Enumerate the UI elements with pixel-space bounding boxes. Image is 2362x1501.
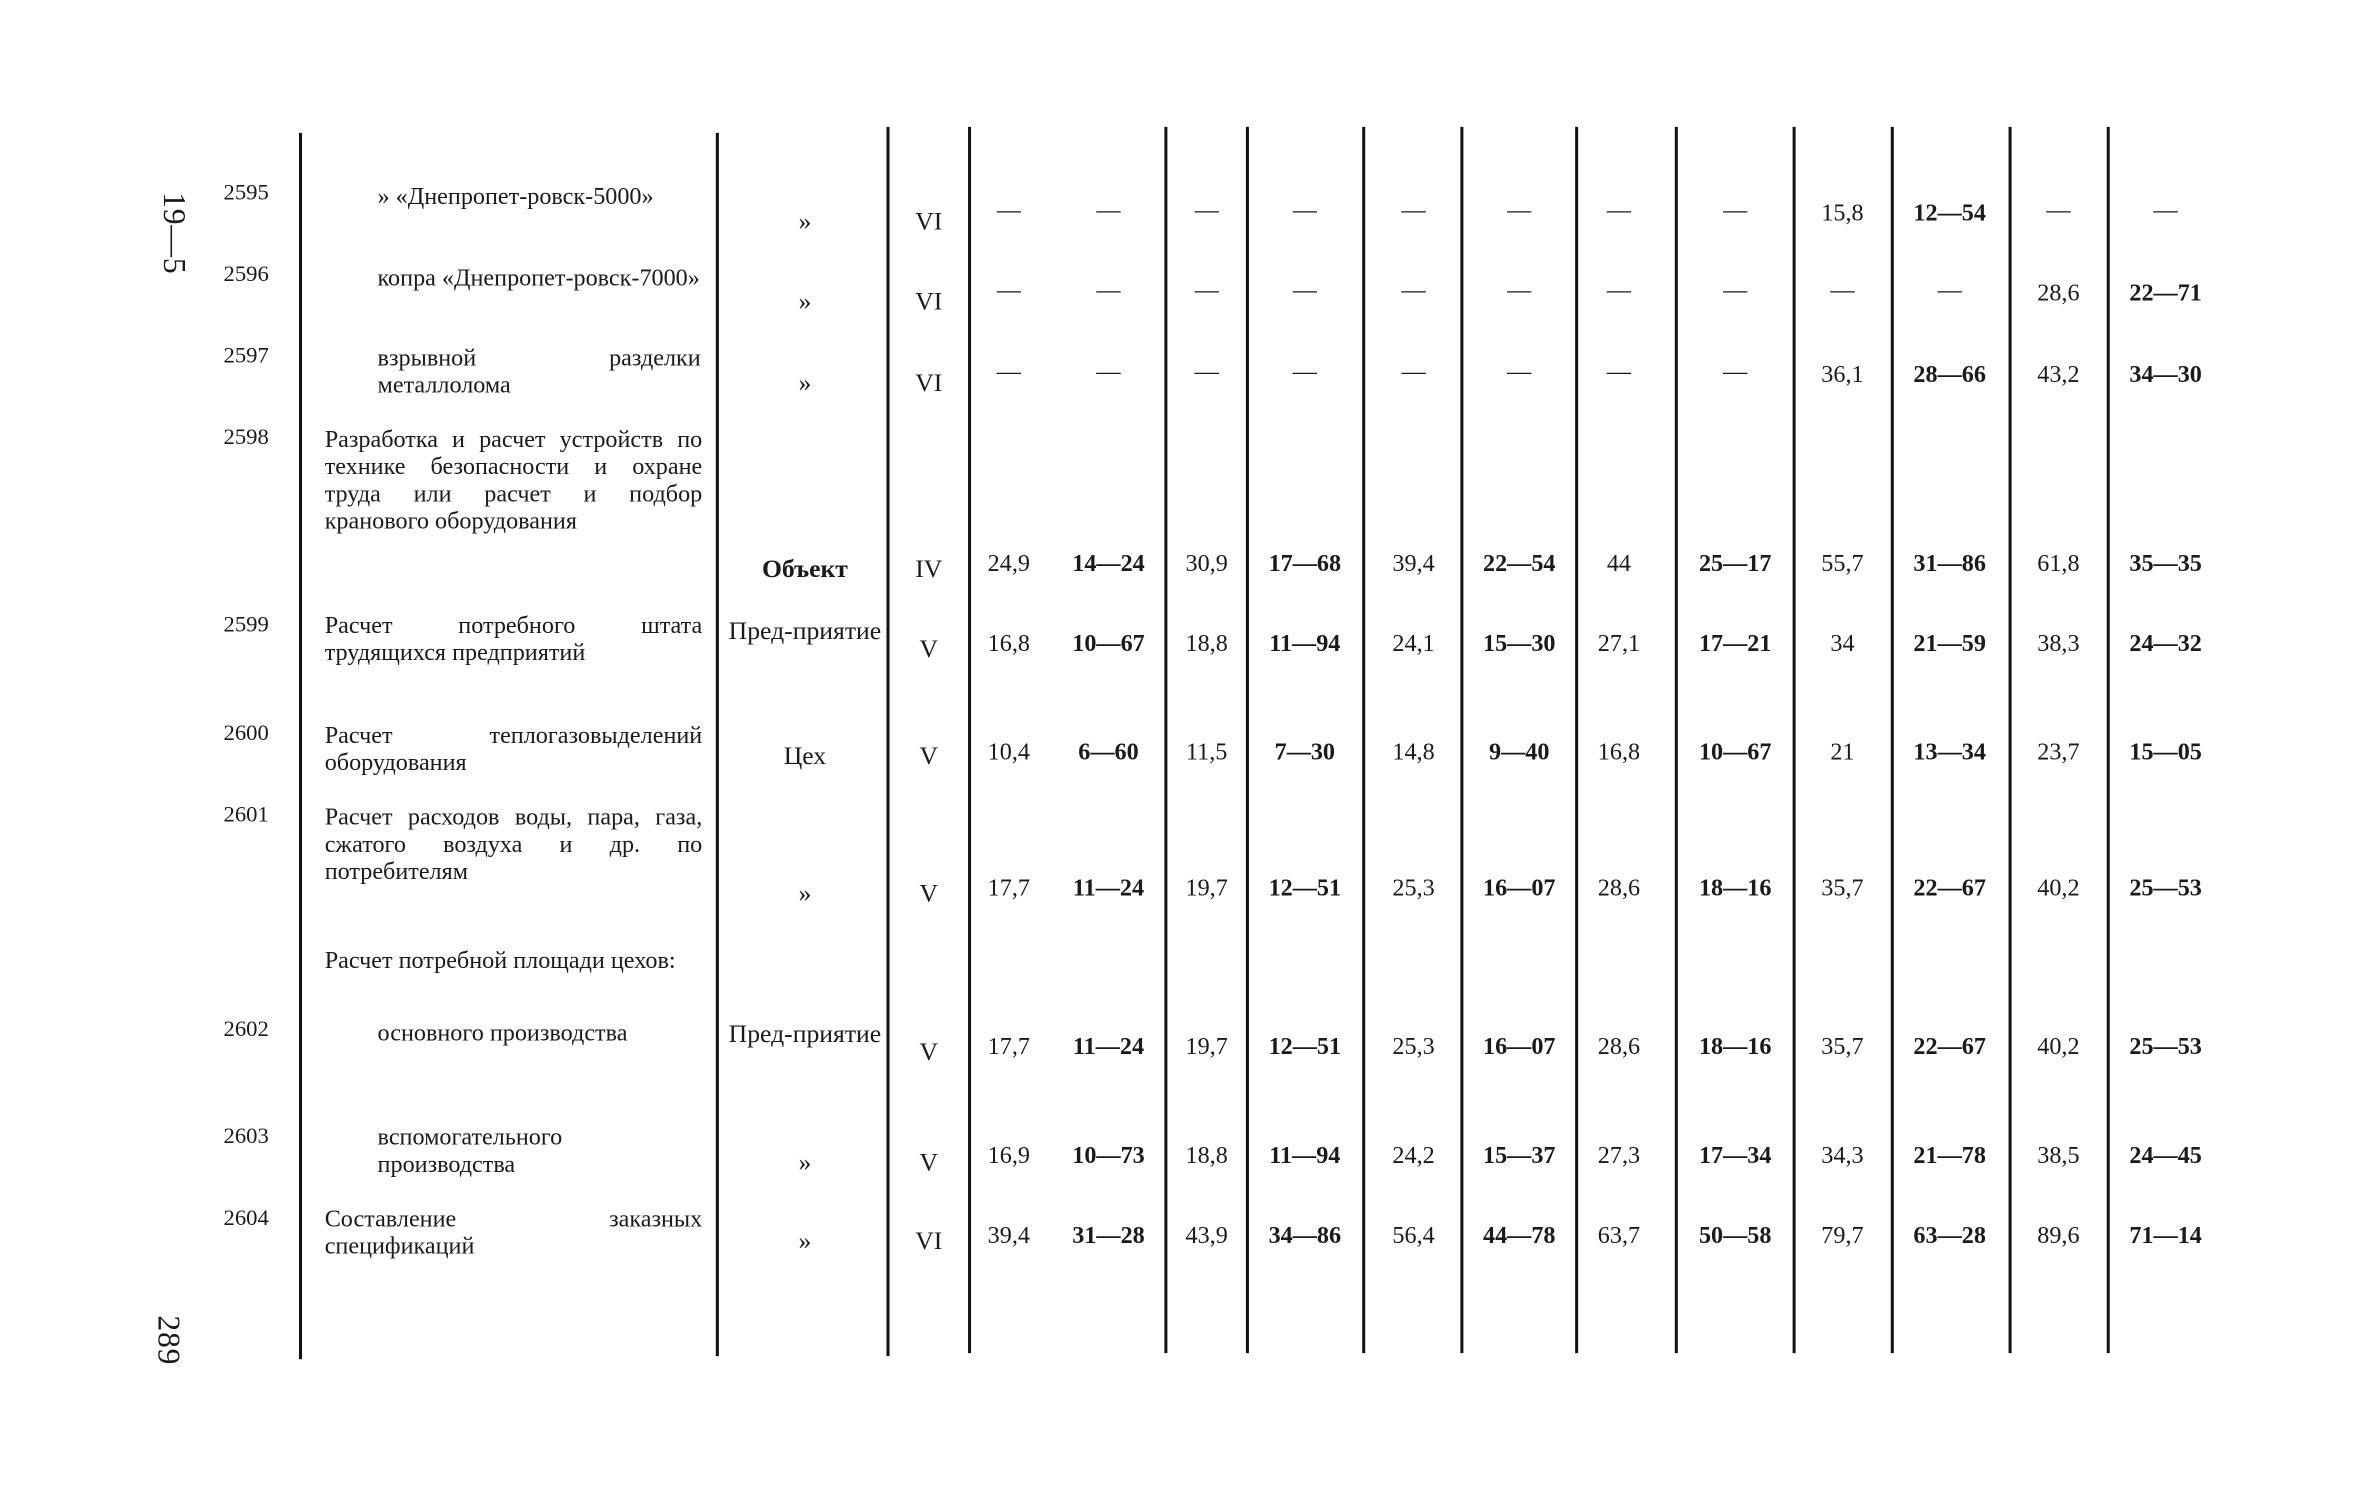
row-description: вспомогательного производства — [377, 1125, 563, 1178]
row-description: взрывной разделки металлолома — [377, 345, 701, 399]
row-description: » «Днепропет-ровск-5000» — [377, 184, 654, 210]
row-category: VI — [915, 286, 943, 316]
value-cell: — — [1507, 277, 1532, 304]
row-category: V — [919, 634, 939, 663]
row-number: 2601 — [223, 803, 269, 828]
value-cell: — — [1606, 359, 1632, 386]
value-cell: 36,1 — [1821, 362, 1864, 389]
value-cell: — — [1096, 277, 1121, 304]
value-cell: 10,4 — [987, 739, 1030, 766]
value-cell: 10—67 — [1072, 631, 1145, 657]
value-cell: 25—53 — [2129, 1034, 2202, 1061]
value-cell: 63—28 — [1913, 1223, 1986, 1249]
value-cell: 16,8 — [1597, 739, 1641, 766]
value-cell: 79,7 — [1821, 1223, 1864, 1249]
value-cell: 25—53 — [2129, 875, 2202, 902]
value-cell: 6—60 — [1078, 739, 1139, 766]
value-cell: 35—35 — [2129, 551, 2202, 577]
value-cell: — — [1723, 277, 1748, 304]
value-cell: 71—14 — [2129, 1223, 2202, 1249]
value-cell: 14,8 — [1392, 739, 1435, 766]
row-unit: » — [798, 286, 812, 316]
value-cell: 18,8 — [1185, 631, 1228, 657]
row-unit: » — [798, 368, 812, 398]
row-number: 2600 — [223, 721, 269, 747]
section-label: 19—5 — [156, 192, 193, 275]
value-cell: 17—68 — [1268, 551, 1342, 577]
row-unit: » — [798, 206, 812, 236]
value-cell: — — [1606, 277, 1632, 304]
value-cell: 44 — [1606, 551, 1632, 577]
value-cell: 13—34 — [1913, 739, 1986, 766]
row-unit: Пред-приятие — [728, 1019, 882, 1049]
value-cell: 89,6 — [2037, 1223, 2080, 1249]
row-category: VI — [915, 1226, 943, 1255]
value-cell: 55,7 — [1821, 551, 1864, 577]
value-cell: 38,3 — [2037, 631, 2080, 657]
row-unit: Пред-приятие — [728, 616, 882, 645]
value-cell: 18—16 — [1698, 875, 1772, 902]
value-cell: 24—32 — [2129, 631, 2202, 657]
value-cell: 25—17 — [1698, 551, 1772, 577]
row-number: 2604 — [223, 1206, 269, 1231]
value-cell: — — [2153, 197, 2178, 224]
value-cell: 28,6 — [1597, 875, 1641, 902]
value-cell: 28—66 — [1913, 362, 1986, 389]
value-cell: 15,8 — [1821, 200, 1864, 227]
row-category: VI — [915, 368, 943, 398]
value-cell: 34—86 — [1268, 1223, 1342, 1249]
value-cell: 16,9 — [987, 1143, 1030, 1169]
value-cell: — — [1096, 197, 1121, 224]
value-cell: 22—54 — [1483, 551, 1556, 577]
value-cell: — — [1292, 359, 1317, 386]
row-category: VI — [915, 206, 943, 236]
value-cell: 39,4 — [987, 1223, 1030, 1249]
value-cell: 19,7 — [1185, 1034, 1228, 1061]
value-cell: 38,5 — [2037, 1143, 2080, 1169]
value-cell: 11—94 — [1269, 631, 1341, 657]
row-category: V — [919, 741, 939, 771]
value-cell: 15—30 — [1483, 631, 1556, 657]
value-cell: 11—24 — [1072, 1034, 1145, 1061]
value-cell: — — [1194, 277, 1219, 304]
value-cell: — — [1194, 359, 1219, 386]
value-cell: 7—30 — [1274, 739, 1336, 766]
row-category: V — [919, 1037, 939, 1067]
value-cell: 16—07 — [1483, 875, 1556, 902]
value-cell: 43,2 — [2037, 362, 2080, 389]
value-cell: 11—94 — [1269, 1143, 1341, 1169]
value-cell: — — [996, 359, 1021, 386]
value-cell: 56,4 — [1392, 1223, 1435, 1249]
row-number: 2596 — [223, 262, 269, 287]
value-cell: — — [1606, 197, 1632, 224]
value-cell: — — [1830, 277, 1855, 304]
row-unit: » — [798, 878, 812, 908]
value-cell: — — [1507, 359, 1532, 386]
value-cell: — — [1292, 277, 1317, 304]
value-cell: 10—73 — [1072, 1143, 1145, 1169]
row-category: V — [919, 1147, 939, 1177]
value-cell: 12—51 — [1268, 1034, 1342, 1061]
value-cell: 63,7 — [1597, 1223, 1641, 1249]
value-cell: — — [1401, 277, 1426, 304]
row-description: Составление заказных спецификаций — [324, 1206, 703, 1260]
value-cell: — — [1401, 197, 1426, 224]
value-cell: 43,9 — [1185, 1223, 1228, 1249]
value-cell: 34 — [1830, 631, 1855, 657]
value-cell: 12—51 — [1268, 875, 1342, 902]
row-description: Расчет расходов воды, пара, газа, сжатого воздуха и др. по потребителям — [324, 804, 703, 885]
value-cell: 16—07 — [1483, 1034, 1556, 1061]
row-category: IV — [915, 554, 943, 583]
value-cell: 21 — [1830, 739, 1855, 766]
value-cell: 9—40 — [1489, 739, 1550, 766]
value-cell: 50—58 — [1698, 1223, 1772, 1249]
row-description: Расчет теплогазовыделений оборудования — [324, 723, 703, 777]
value-cell: — — [1507, 197, 1532, 224]
value-cell: 18—16 — [1698, 1034, 1772, 1061]
value-cell: 10—67 — [1698, 739, 1772, 766]
value-cell: 21—78 — [1913, 1143, 1986, 1169]
row-number: 2603 — [223, 1125, 269, 1150]
value-cell: 15—05 — [2129, 739, 2202, 766]
rule-col-11 — [2107, 127, 2110, 1353]
subheading-area-calc: Расчет потребной площади цехов: — [324, 948, 676, 975]
value-cell: 34,3 — [1821, 1143, 1864, 1169]
value-cell: 24,9 — [987, 551, 1030, 577]
value-cell: 28,6 — [2037, 280, 2080, 307]
value-cell: 12—54 — [1913, 200, 1986, 227]
value-cell: 17—34 — [1698, 1143, 1772, 1169]
value-cell: 24,2 — [1392, 1143, 1435, 1169]
page-number: 289 — [151, 1315, 188, 1366]
value-cell: 31—86 — [1913, 551, 1986, 577]
row-number: 2595 — [223, 181, 269, 206]
value-cell: 17—21 — [1698, 631, 1772, 657]
value-cell: 11—24 — [1072, 875, 1145, 902]
row-description: копра «Днепропет-ровск-7000» — [377, 265, 700, 292]
value-cell: 17,7 — [987, 875, 1030, 902]
value-cell: 24,1 — [1392, 631, 1435, 657]
rule-desc-left — [299, 133, 302, 1359]
row-description: Разработка и расчет устройств по технике безопасности и охране труда или расчет и подбор кранового оборудования — [324, 427, 703, 535]
value-cell: — — [1723, 197, 1748, 224]
value-cell: — — [1937, 277, 1962, 304]
value-cell: 22—71 — [2129, 280, 2202, 307]
row-category: V — [919, 878, 939, 908]
row-unit: Цех — [783, 741, 827, 771]
value-cell: 17,7 — [987, 1034, 1030, 1061]
rule-desc-right — [716, 133, 719, 1356]
value-cell: — — [1723, 359, 1748, 386]
value-cell: 40,2 — [2037, 1034, 2080, 1061]
value-cell: — — [1096, 359, 1121, 386]
value-cell: 31—28 — [1072, 1223, 1145, 1249]
row-description: основного производства — [377, 1020, 628, 1047]
rule-group-2 — [1362, 127, 1365, 1353]
row-number: 2597 — [223, 344, 269, 369]
value-cell: 18,8 — [1185, 1143, 1228, 1169]
value-cell: 30,9 — [1185, 551, 1228, 577]
row-number: 2598 — [223, 425, 269, 451]
value-cell: 11,5 — [1185, 739, 1228, 766]
row-unit: » — [798, 1226, 812, 1255]
value-cell: — — [996, 277, 1021, 304]
value-cell: 40,2 — [2037, 875, 2080, 902]
value-cell: 23,7 — [2037, 739, 2080, 766]
value-cell: — — [1401, 359, 1426, 386]
value-cell: 25,3 — [1392, 1034, 1435, 1061]
value-cell: 16,8 — [987, 631, 1030, 657]
value-cell: — — [996, 197, 1021, 224]
row-number: 2602 — [223, 1017, 269, 1043]
row-unit: » — [798, 1147, 812, 1177]
value-cell: 19,7 — [1185, 875, 1228, 902]
value-cell: 61,8 — [2037, 551, 2080, 577]
value-cell: 35,7 — [1821, 875, 1864, 902]
value-cell: 35,7 — [1821, 1034, 1864, 1061]
value-cell: 24—45 — [2129, 1143, 2202, 1169]
value-cell: 39,4 — [1392, 551, 1435, 577]
value-cell: 22—67 — [1913, 1034, 1986, 1061]
value-cell: 15—37 — [1483, 1143, 1556, 1169]
value-cell: 27,3 — [1597, 1143, 1641, 1169]
value-cell: 28,6 — [1597, 1034, 1641, 1061]
value-cell: 22—67 — [1913, 875, 1986, 902]
value-cell: — — [1292, 197, 1317, 224]
value-cell: 25,3 — [1392, 875, 1435, 902]
value-cell: 27,1 — [1597, 631, 1641, 657]
row-description: Расчет потребного штата трудящихся предприятий — [324, 613, 703, 666]
value-cell: 14—24 — [1072, 551, 1145, 577]
row-unit: Объект — [761, 554, 848, 583]
value-cell: 21—59 — [1913, 631, 1986, 657]
value-cell: 34—30 — [2129, 362, 2202, 389]
value-cell: 44—78 — [1483, 1223, 1556, 1249]
row-number: 2599 — [223, 613, 269, 638]
value-cell: — — [2046, 197, 2071, 224]
value-cell: — — [1194, 197, 1219, 224]
